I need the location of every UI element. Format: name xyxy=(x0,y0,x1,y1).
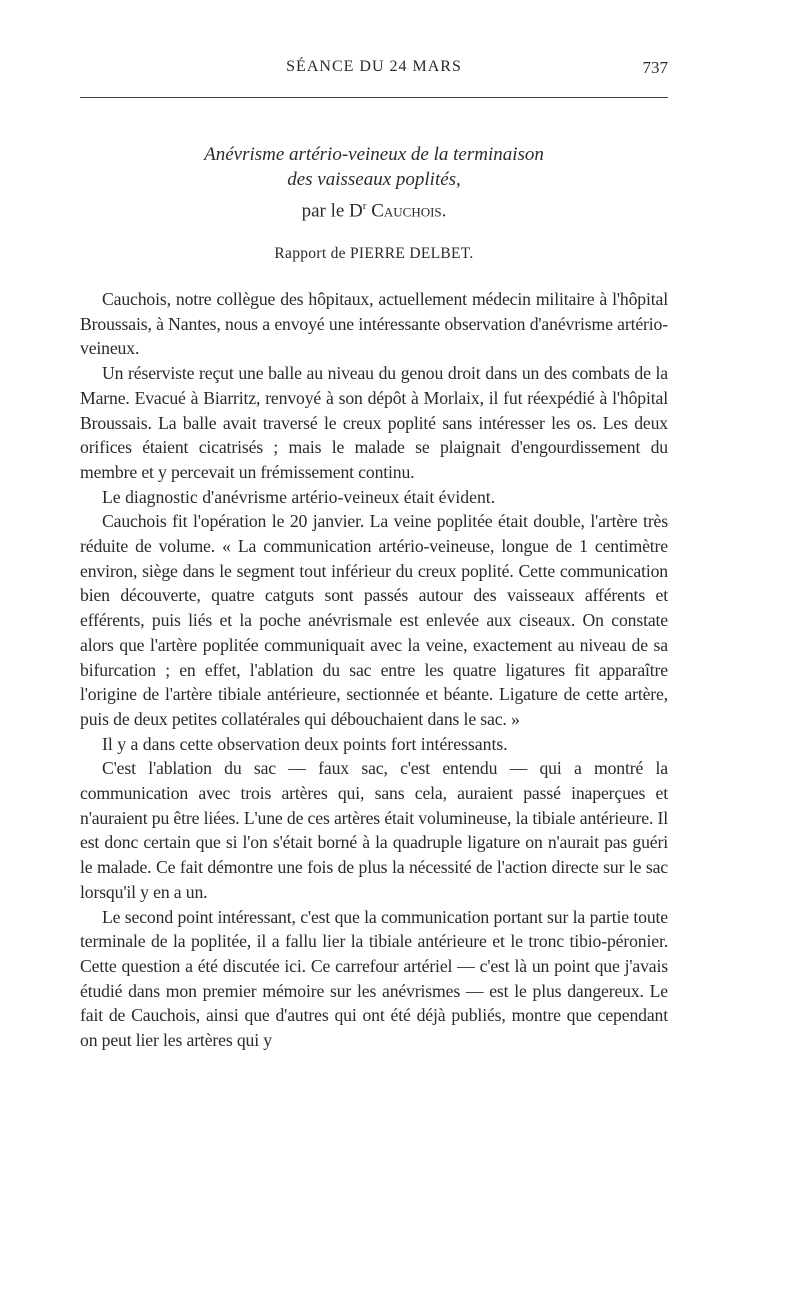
author-sup: r xyxy=(362,200,367,212)
author-prefix: par le D xyxy=(301,200,363,222)
article-title xyxy=(80,142,668,192)
running-title: SÉANCE DU 24 MARS xyxy=(286,58,462,75)
report-line: Rapport de PIERRE DELBET. xyxy=(274,245,474,262)
paragraph: Le second point intéressant, c'est que la communication portant sur la partie toute terminale de la poplitée, il a fallu lier la tibiale antérieure et le tronc tibio-péronier. Cette question a été discutée ici. Ce carrefour artériel — c'est là un point que j'avais étudié dans mon premier mémoire sur les anévrismes — est le plus dangereux. Le fait de Cauchois, ainsi que d'autres qui ont été déjà publiés, montre que cependant on peut lier les artères qui y xyxy=(80,906,668,1051)
running-header xyxy=(80,58,668,88)
paragraph: Cauchois fit l'opération le 20 janvier. La veine poplitée était double, l'artère très réduite de volume. « La communication artério-veineuse, longue de 1 centimètre environ, siège dans le segment tout inférieur du creux poplité. Cette communication bien découverte, quatre catguts sont passés autour des vaisseaux afférents et efférents, puis liés et la poche anévrismale est enlevée aux ciseaux. On constate alors que l'artère poplitée communiquait avec la veine, exactement au niveau de sa bifurcation ; en effet, l'ablation du sac entre les quatre ligatures fit apparaître l'origine de l'artère tibiale antérieure, sectionnée et béante. Ligature de cette artère, puis de deux petites collatérales qui débouchaient dans le sac. » xyxy=(80,511,668,729)
paragraph: Cauchois, notre collègue des hôpitaux, actuellement médecin militaire à l'hôpital Broussais, à Nantes, nous a envoyé une intéressante observation d'anévrisme artério-veineux. xyxy=(80,289,668,359)
paragraph: Il y a dans cette observation deux points fort intéressants. xyxy=(102,733,508,754)
author-name: Cauchois. xyxy=(371,200,447,222)
page-number: 737 xyxy=(642,58,668,77)
paragraph: C'est l'ablation du sac — faux sac, c'est entendu — qui a montré la communication avec trois artères qui, sans cela, auraient passé inaperçues et n'auraient pu être liées. L'une de ces artères était volumineuse, la tibiale antérieure. Il est donc certain que si l'on s'était borné à la quadruple ligature on n'aurait pas guéri le malade. Ce fait démontre une fois de plus la nécessité de l'action directe sur le sac lorsqu'il y en a un. xyxy=(80,758,668,902)
article-author xyxy=(80,200,668,222)
paragraph: Un réserviste reçut une balle au niveau du genou droit dans un des combats de la Marne. Evacué à Biarritz, renvoyé à son dépôt à Morlaix, il fut réexpédié à l'hôpital Broussais. La balle avait traversé le creux poplité sans intéresser les os. Les deux orifices étaient cicatrisés ; mais le malade se plaignait d'engourdissement du membre et y percevait un frémissement continu. xyxy=(80,363,668,482)
article-title-line1: Anévrisme artério-veineux de la terminaison xyxy=(204,144,544,165)
paragraph: Le diagnostic d'anévrisme artério-veineux était évident. xyxy=(102,486,496,507)
article-body xyxy=(80,287,668,1053)
article-title-line2: des vaisseaux poplités, xyxy=(287,169,461,190)
header-rule xyxy=(80,97,668,98)
